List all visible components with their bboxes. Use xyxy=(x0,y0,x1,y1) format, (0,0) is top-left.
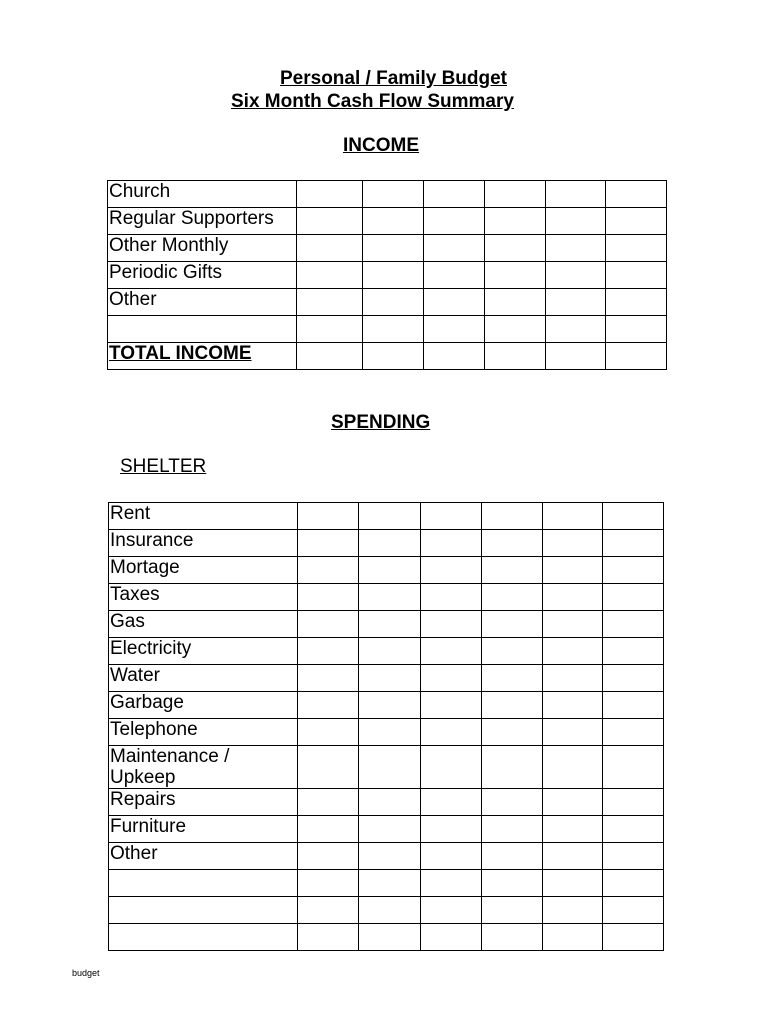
row-label: Insurance xyxy=(109,530,298,557)
amount-cell[interactable] xyxy=(421,746,482,789)
amount-cell[interactable] xyxy=(482,746,543,789)
amount-cell[interactable] xyxy=(603,816,664,843)
amount-cell[interactable] xyxy=(359,611,421,638)
amount-cell[interactable] xyxy=(359,746,421,789)
amount-cell[interactable] xyxy=(363,316,424,343)
amount-cell[interactable] xyxy=(546,262,606,289)
document-subtitle: Six Month Cash Flow Summary xyxy=(231,91,514,112)
amount-cell[interactable] xyxy=(359,843,421,870)
amount-cell[interactable] xyxy=(298,924,359,951)
amount-cell[interactable] xyxy=(603,746,664,789)
amount-cell[interactable] xyxy=(359,665,421,692)
amount-cell[interactable] xyxy=(543,924,603,951)
total-amount-cell[interactable] xyxy=(485,343,546,370)
amount-cell[interactable] xyxy=(298,897,359,924)
amount-cell[interactable] xyxy=(424,208,485,235)
row-label: Telephone xyxy=(109,719,298,746)
amount-cell[interactable] xyxy=(424,181,485,208)
amount-cell[interactable] xyxy=(421,816,482,843)
amount-cell[interactable] xyxy=(482,557,543,584)
amount-cell[interactable] xyxy=(546,235,606,262)
amount-cell[interactable] xyxy=(603,789,664,816)
shelter-row xyxy=(109,843,664,870)
amount-cell[interactable] xyxy=(359,530,421,557)
amount-cell[interactable] xyxy=(298,638,359,665)
row-label: Rent xyxy=(109,503,298,530)
row-label: Other Monthly xyxy=(108,235,297,262)
amount-cell[interactable] xyxy=(297,181,363,208)
shelter-row xyxy=(109,692,664,719)
shelter-row xyxy=(109,719,664,746)
row-label: Regular Supporters xyxy=(108,208,297,235)
amount-cell[interactable] xyxy=(603,924,664,951)
amount-cell[interactable] xyxy=(482,870,543,897)
amount-cell[interactable] xyxy=(298,611,359,638)
amount-cell[interactable] xyxy=(421,557,482,584)
amount-cell[interactable] xyxy=(485,262,546,289)
amount-cell[interactable] xyxy=(359,557,421,584)
income-row xyxy=(108,235,667,262)
income-table xyxy=(107,180,667,370)
amount-cell[interactable] xyxy=(359,719,421,746)
amount-cell[interactable] xyxy=(543,584,603,611)
total-income-row xyxy=(108,343,667,370)
amount-cell[interactable] xyxy=(485,316,546,343)
amount-cell[interactable] xyxy=(482,584,543,611)
amount-cell[interactable] xyxy=(298,816,359,843)
amount-cell[interactable] xyxy=(424,262,485,289)
amount-cell[interactable] xyxy=(359,816,421,843)
amount-cell[interactable] xyxy=(603,611,664,638)
row-label: Maintenance / Upkeep xyxy=(109,746,298,789)
row-label: Taxes xyxy=(109,584,298,611)
amount-cell[interactable] xyxy=(546,289,606,316)
amount-cell[interactable] xyxy=(421,503,482,530)
amount-cell[interactable] xyxy=(543,870,603,897)
amount-cell[interactable] xyxy=(603,870,664,897)
amount-cell[interactable] xyxy=(603,692,664,719)
amount-cell[interactable] xyxy=(297,208,363,235)
amount-cell[interactable] xyxy=(485,235,546,262)
amount-cell[interactable] xyxy=(606,181,667,208)
amount-cell[interactable] xyxy=(298,584,359,611)
amount-cell[interactable] xyxy=(603,584,664,611)
amount-cell[interactable] xyxy=(482,638,543,665)
amount-cell[interactable] xyxy=(543,789,603,816)
amount-cell[interactable] xyxy=(421,719,482,746)
amount-cell[interactable] xyxy=(359,924,421,951)
row-label: Gas xyxy=(109,611,298,638)
income-row xyxy=(108,262,667,289)
shelter-row xyxy=(109,638,664,665)
row-label: Garbage xyxy=(109,692,298,719)
shelter-row xyxy=(109,816,664,843)
amount-cell[interactable] xyxy=(359,897,421,924)
amount-cell[interactable] xyxy=(543,557,603,584)
row-label: Water xyxy=(109,665,298,692)
amount-cell[interactable] xyxy=(421,584,482,611)
income-row xyxy=(108,316,667,343)
amount-cell[interactable] xyxy=(606,208,667,235)
amount-cell[interactable] xyxy=(543,746,603,789)
footer-label: budget xyxy=(72,968,100,978)
amount-cell[interactable] xyxy=(298,870,359,897)
amount-cell[interactable] xyxy=(298,557,359,584)
amount-cell[interactable] xyxy=(363,262,424,289)
amount-cell[interactable] xyxy=(482,924,543,951)
amount-cell[interactable] xyxy=(421,611,482,638)
amount-cell[interactable] xyxy=(543,611,603,638)
amount-cell[interactable] xyxy=(606,316,667,343)
amount-cell[interactable] xyxy=(546,208,606,235)
row-label xyxy=(109,924,298,951)
amount-cell[interactable] xyxy=(421,897,482,924)
amount-cell[interactable] xyxy=(482,789,543,816)
amount-cell[interactable] xyxy=(297,235,363,262)
amount-cell[interactable] xyxy=(485,208,546,235)
amount-cell[interactable] xyxy=(603,638,664,665)
amount-cell[interactable] xyxy=(424,235,485,262)
income-row xyxy=(108,208,667,235)
amount-cell[interactable] xyxy=(363,235,424,262)
amount-cell[interactable] xyxy=(421,843,482,870)
row-label xyxy=(109,870,298,897)
amount-cell[interactable] xyxy=(421,789,482,816)
shelter-row xyxy=(109,746,664,789)
amount-cell[interactable] xyxy=(546,181,606,208)
shelter-row xyxy=(109,611,664,638)
amount-cell[interactable] xyxy=(603,897,664,924)
amount-cell[interactable] xyxy=(359,584,421,611)
amount-cell[interactable] xyxy=(421,530,482,557)
amount-cell[interactable] xyxy=(421,924,482,951)
amount-cell[interactable] xyxy=(359,692,421,719)
amount-cell[interactable] xyxy=(359,638,421,665)
amount-cell[interactable] xyxy=(298,503,359,530)
amount-cell[interactable] xyxy=(603,557,664,584)
amount-cell[interactable] xyxy=(424,316,485,343)
amount-cell[interactable] xyxy=(603,665,664,692)
amount-cell[interactable] xyxy=(603,843,664,870)
amount-cell[interactable] xyxy=(603,530,664,557)
shelter-row xyxy=(109,665,664,692)
amount-cell[interactable] xyxy=(482,843,543,870)
amount-cell[interactable] xyxy=(297,316,363,343)
amount-cell[interactable] xyxy=(298,530,359,557)
row-label xyxy=(109,897,298,924)
amount-cell[interactable] xyxy=(482,665,543,692)
shelter-row xyxy=(109,503,664,530)
shelter-row xyxy=(109,557,664,584)
total-amount-cell[interactable] xyxy=(546,343,606,370)
amount-cell[interactable] xyxy=(543,638,603,665)
spending-heading: SPENDING xyxy=(331,412,431,433)
amount-cell[interactable] xyxy=(543,503,603,530)
document-title: Personal / Family Budget xyxy=(280,68,507,89)
amount-cell[interactable] xyxy=(482,503,543,530)
amount-cell[interactable] xyxy=(603,503,664,530)
amount-cell[interactable] xyxy=(543,816,603,843)
amount-cell[interactable] xyxy=(543,665,603,692)
shelter-row xyxy=(109,870,664,897)
amount-cell[interactable] xyxy=(482,611,543,638)
amount-cell[interactable] xyxy=(485,181,546,208)
amount-cell[interactable] xyxy=(482,719,543,746)
amount-cell[interactable] xyxy=(421,665,482,692)
amount-cell[interactable] xyxy=(606,262,667,289)
income-row xyxy=(108,289,667,316)
amount-cell[interactable] xyxy=(543,897,603,924)
row-label: Other xyxy=(109,843,298,870)
amount-cell[interactable] xyxy=(482,897,543,924)
amount-cell[interactable] xyxy=(421,692,482,719)
amount-cell[interactable] xyxy=(298,746,359,789)
shelter-heading: SHELTER xyxy=(120,456,207,477)
amount-cell[interactable] xyxy=(359,503,421,530)
amount-cell[interactable] xyxy=(543,843,603,870)
amount-cell[interactable] xyxy=(424,289,485,316)
total-amount-cell[interactable] xyxy=(424,343,485,370)
row-label: Furniture xyxy=(109,816,298,843)
row-label: Electricity xyxy=(109,638,298,665)
amount-cell[interactable] xyxy=(485,289,546,316)
amount-cell[interactable] xyxy=(363,181,424,208)
income-row xyxy=(108,181,667,208)
amount-cell[interactable] xyxy=(421,638,482,665)
amount-cell[interactable] xyxy=(363,208,424,235)
shelter-row xyxy=(109,584,664,611)
amount-cell[interactable] xyxy=(298,719,359,746)
amount-cell[interactable] xyxy=(363,289,424,316)
row-label: Church xyxy=(108,181,297,208)
row-label: Repairs xyxy=(109,789,298,816)
amount-cell[interactable] xyxy=(543,719,603,746)
amount-cell[interactable] xyxy=(482,692,543,719)
row-label: Mortage xyxy=(109,557,298,584)
amount-cell[interactable] xyxy=(543,692,603,719)
shelter-row xyxy=(109,789,664,816)
total-amount-cell[interactable] xyxy=(606,343,667,370)
amount-cell[interactable] xyxy=(298,665,359,692)
shelter-row xyxy=(109,530,664,557)
amount-cell[interactable] xyxy=(421,870,482,897)
row-label: Periodic Gifts xyxy=(108,262,297,289)
total-amount-cell[interactable] xyxy=(297,343,363,370)
row-label xyxy=(108,316,297,343)
shelter-row xyxy=(109,897,664,924)
amount-cell[interactable] xyxy=(298,789,359,816)
amount-cell[interactable] xyxy=(603,719,664,746)
amount-cell[interactable] xyxy=(298,692,359,719)
amount-cell[interactable] xyxy=(359,789,421,816)
shelter-row xyxy=(109,924,664,951)
amount-cell[interactable] xyxy=(606,235,667,262)
amount-cell[interactable] xyxy=(297,262,363,289)
amount-cell[interactable] xyxy=(297,289,363,316)
total-income-label: TOTAL INCOME xyxy=(108,343,297,370)
amount-cell[interactable] xyxy=(543,530,603,557)
amount-cell[interactable] xyxy=(606,289,667,316)
amount-cell[interactable] xyxy=(482,816,543,843)
shelter-table xyxy=(108,502,664,951)
total-amount-cell[interactable] xyxy=(363,343,424,370)
row-label: Other xyxy=(108,289,297,316)
amount-cell[interactable] xyxy=(482,530,543,557)
amount-cell[interactable] xyxy=(546,316,606,343)
amount-cell[interactable] xyxy=(359,870,421,897)
income-heading: INCOME xyxy=(343,135,419,156)
amount-cell[interactable] xyxy=(298,843,359,870)
